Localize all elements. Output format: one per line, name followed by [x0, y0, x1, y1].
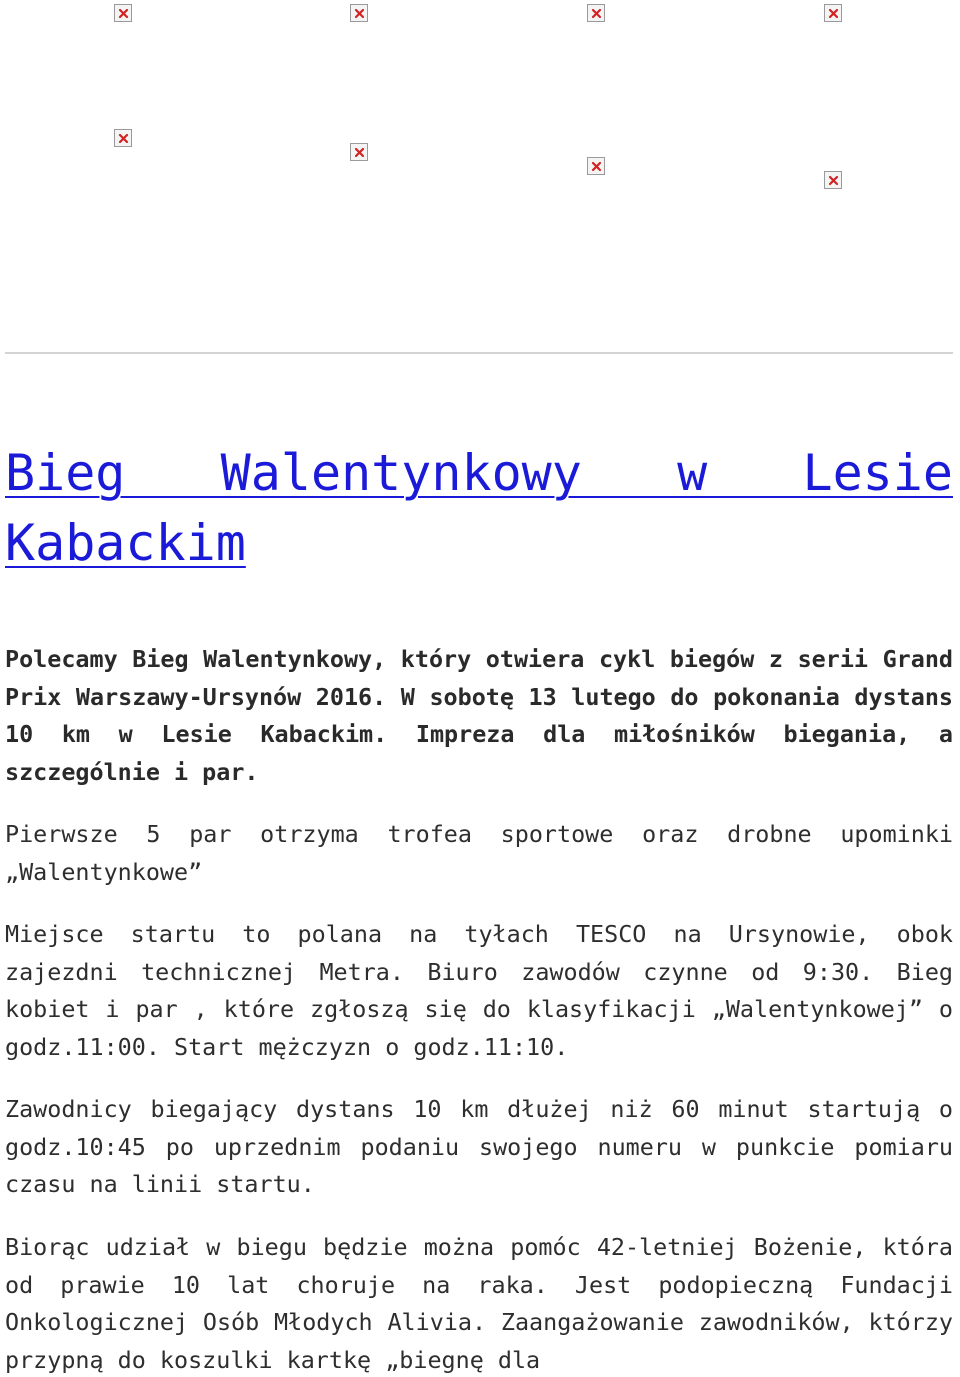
article-paragraph-charity: Biorąc udział w biegu będzie można pomóc 42-letniej Bożenie, która od prawie 10 lat choruje na raka. Jest podopieczną Fundacji Onkologicznej Osób Młodych Alivia. Zaangażowanie zawodników, którzy przypną do koszulki kartkę „biegnę dla	[5, 1233, 953, 1375]
article-paragraph-trophies: Pierwsze 5 par otrzyma trofea sportowe oraz drobne upominki „Walentynkowe”	[5, 820, 953, 886]
broken-image-icon	[587, 157, 605, 175]
broken-image-icon	[350, 4, 368, 22]
broken-image-icon	[824, 171, 842, 189]
article-lead: Polecamy Bieg Walentynkowy, który otwiera cykl biegów z serii Grand Prix Warszawy-Ursynów 2016. W sobotę 13 lutego do pokonania dystans 10 km w Lesie Kabackim. Impreza dla miłośników biegania, a szczególnie i par.	[5, 645, 953, 787]
article-title-link[interactable]: Bieg Walentynkowy w Lesie Kabackim	[5, 444, 953, 572]
broken-image-icon	[114, 4, 132, 22]
broken-image-icon	[350, 143, 368, 161]
article-paragraph-late-start: Zawodnicy biegający dystans 10 km dłużej niż 60 minut startują o godz.10:45 po uprzednim podaniu swojego numeru w punkcie pomiaru czasu na linii startu.	[5, 1095, 953, 1199]
article-paragraph-start-location: Miejsce startu to polana na tyłach TESCO na Ursynowie, obok zajezdni technicznej Metra. Biuro zawodów czynne od 9:30. Bieg kobiet i par , które zgłoszą się do klasyfikacji „Walentynkowej” o godz.11:00. Start mężczyzn o godz.11:10.	[5, 920, 953, 1062]
horizontal-divider	[5, 352, 953, 354]
article-title	[5, 438, 953, 578]
broken-image-icon	[587, 4, 605, 22]
broken-image-icon	[824, 4, 842, 22]
broken-image-icon	[114, 129, 132, 147]
